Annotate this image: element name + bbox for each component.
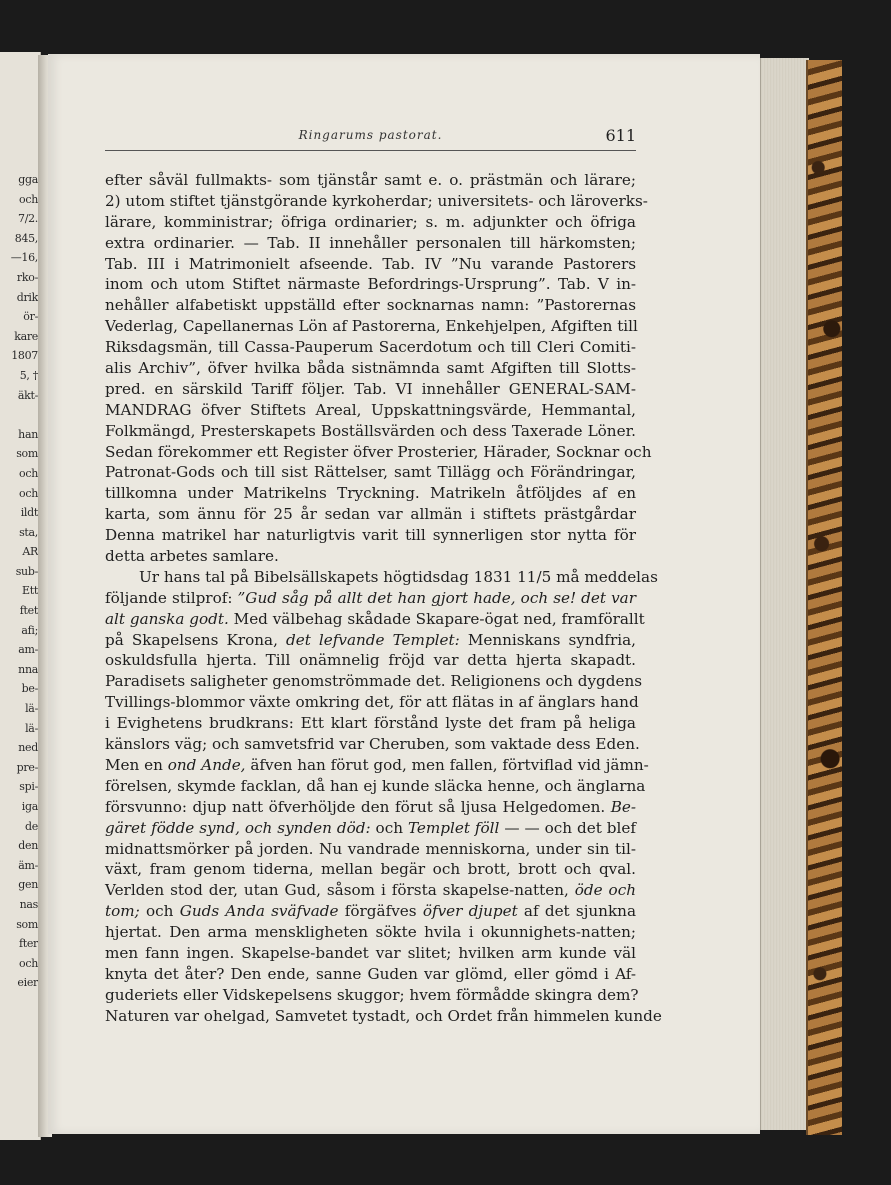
left-page-fragment: och	[19, 192, 38, 206]
page-edges	[760, 58, 809, 1130]
text-line	[105, 901, 636, 922]
left-page-fragment: ör-	[23, 310, 38, 324]
text-line: oskuldsfulla hjerta. Till onämnelig fröjd var detta hjerta skapadt.	[105, 651, 636, 670]
text-line: känslors väg; och samvetsfrid var Cheruben, som vaktade dess Eden.	[105, 735, 640, 754]
text-line: Riksdagsmän, till Cassa-Pauperum Sacerdotum och till Cleri Comiti-	[105, 338, 636, 357]
left-page-fragment: AR	[22, 545, 38, 559]
text-line: pred. en särskild Tariff följer. Tab. VI innehåller GENERAL-SAM-	[105, 379, 636, 398]
text-line: efter såväl fullmakts- som tjänstår samt e. o. prästmän och lärare;	[105, 171, 636, 189]
text-line	[105, 588, 636, 609]
left-page-fragment: och	[19, 466, 38, 480]
text-line	[105, 567, 658, 588]
text-run: och	[370, 818, 408, 837]
left-page-fragment: som	[16, 447, 38, 461]
left-page-fragment: nna	[18, 662, 38, 676]
text-line: tillkomna under Matrikelns Tryckning. Matrikeln åtföljdes af en	[105, 484, 636, 503]
text-line: extra ordinarier. — Tab. II innehåller personalen till härkomsten;	[105, 233, 636, 252]
left-page-fragment: äkt-	[17, 388, 38, 402]
text-line: Paradisets saligheter genomströmmade det. Religionens och dygdens	[105, 672, 643, 691]
text-run: förgäfves	[338, 902, 423, 921]
text-line: Folkmängd, Presterskapets Boställsvärden och dess Taxerade Löner.	[105, 421, 636, 440]
left-page-fragment: be-	[21, 682, 38, 696]
text-line	[105, 797, 636, 818]
left-page-fragment: nas	[19, 897, 38, 911]
text-line: Denna matrikel har naturligtvis varit till synnerligen stor nytta för	[105, 526, 636, 545]
left-page-fragment: lä-	[25, 721, 38, 735]
left-page-fragment: lä-	[25, 702, 38, 716]
left-page-fragment: ftet	[19, 604, 38, 618]
date-fraction: 11/5	[517, 567, 552, 586]
left-page-fragment: 1807	[11, 349, 38, 363]
left-page-fragment: sta,	[19, 525, 38, 539]
left-page-fragment: rko-	[16, 270, 38, 284]
text-run: och	[139, 902, 180, 921]
left-page-fragment: och	[19, 486, 38, 500]
left-page-fragment: fter	[18, 937, 38, 951]
italic-quote: alt ganska godt.	[105, 609, 229, 628]
page-header	[105, 122, 636, 151]
italic-quote: ”Gud såg på allt det han gjort hade, och se! det var	[237, 588, 636, 607]
text-run: Ur hans tal på Bibelsällskapets högtidsdag 1831	[139, 567, 518, 586]
text-run: Men en	[105, 755, 168, 774]
left-page-fragment: gga	[18, 173, 38, 186]
left-page-fragment: ildt	[20, 506, 38, 520]
left-page-fragment: 5, †	[19, 368, 38, 382]
text-run: följande stilprof:	[105, 588, 238, 607]
text-line: förelsen, skymde facklan, då han ej kunde släcka henne, och änglarna	[105, 776, 646, 795]
left-page-fragment: spi-	[19, 780, 38, 794]
text-line: detta arbetes samlare.	[105, 547, 279, 566]
text-run: må meddelas	[551, 567, 658, 586]
italic-phrase: gäret födde synd, och synden död:	[105, 818, 371, 837]
italic-phrase: Templet föll	[407, 818, 500, 837]
text-line: inom och utom Stiftet närmaste Befordrings-Ursprung”. Tab. V in-	[105, 275, 636, 294]
text-line	[105, 818, 636, 839]
left-page-fragment: sub-	[15, 564, 38, 578]
left-page-fragment: Ett	[22, 584, 38, 598]
left-page-fragment: 7/2.	[18, 212, 38, 226]
left-page-fragment: äm-	[18, 858, 38, 872]
text-line: men fann ingen. Skapelse-bandet var slitet; hvilken arm kunde väl	[105, 943, 636, 962]
text-line: Naturen var ohelgad, Samvetet tystadt, och Ordet från himmelen kunde	[105, 1006, 662, 1025]
text-run: på Skapelsens Krona,	[105, 630, 287, 649]
left-page-fragment: —16,	[10, 251, 38, 265]
left-page-fragment: pre-	[16, 760, 38, 774]
text-run: äfven han förut god, men fallen, förtviflad vid jämn-	[245, 755, 649, 774]
left-page-fragment: de	[25, 819, 38, 833]
text-line: midnattsmörker på jorden. Nu vandrade menniskorna, under sin til-	[105, 839, 636, 858]
left-page-fragment: iga	[21, 800, 38, 813]
text-line: i Evighetens brudkrans: Ett klart förstånd lyste det fram på heliga	[105, 714, 636, 733]
text-run: Med välbehag skådade Skapare-ögat ned, framförallt	[228, 609, 645, 628]
left-page-fragment: drik	[16, 290, 38, 304]
italic-phrase: öfver djupet	[422, 902, 518, 921]
italic-phrase: tom;	[105, 902, 140, 921]
italic-phrase: Guds Anda sväfvade	[179, 902, 339, 921]
italic-phrase: Be-	[610, 797, 636, 816]
left-page-fragment	[0, 405, 40, 425]
text-line: hjertat. Den arma menskligheten sökte hvila i okunnighets-natten;	[105, 923, 636, 942]
left-page-fragment: 845,	[14, 231, 38, 245]
text-line: Sedan förekommer ett Register öfver Prosterier, Härader, Socknar och	[105, 442, 652, 461]
text-line: Vederlag, Capellanernas Lön af Pastorerna, Enkehjelpen, Afgiften till	[105, 317, 638, 336]
left-page-fragment: som	[16, 917, 38, 931]
text-run: försvunno: djup natt öfverhöljde den förut så ljusa Helgedomen.	[105, 797, 611, 816]
left-page-fragment: den	[18, 839, 38, 853]
text-line: Tvillings-blommor växte omkring det, för att flätas in af änglars hand	[105, 693, 639, 712]
text-run: Verlden stod der, utan Gud, såsom i första skapelse-natten,	[105, 881, 575, 900]
text-line: alis Archiv”, öfver hvilka båda sistnämnda samt Afgiften till Slotts-	[105, 359, 636, 378]
text-run: af det sjunkna	[517, 902, 637, 921]
text-line: växt, fram genom tiderna, mellan begär och brott, brott och qval.	[105, 860, 636, 879]
left-page-fragment: eier	[17, 976, 38, 990]
text-run: — — och det blef	[499, 818, 636, 837]
text-line: MANDRAG öfver Stiftets Areal, Uppskattningsvärde, Hemmantal,	[105, 400, 636, 419]
text-line: guderiets eller Vidskepelsens skuggor; hvem förmådde skingra dem?	[105, 985, 639, 1004]
left-page-fragment: afi;	[21, 623, 38, 637]
left-page-fragment: ned	[18, 741, 38, 755]
left-page-text-fragments	[0, 170, 40, 993]
text-line: karta, som ännu för 25 år sedan var allmän i stiftets prästgårdar	[105, 505, 636, 524]
text-line: Tab. III i Matrimonielt afseende. Tab. IV ”Nu varande Pastorers	[105, 254, 636, 273]
running-title: Ringarums pastorat.	[298, 128, 443, 142]
page-number: 611	[605, 126, 636, 145]
marbled-cover	[806, 60, 842, 1135]
text-line	[105, 609, 645, 630]
text-line: 2) utom stiftet tjänstgörande kyrkoherdar; universitets- och läroverks-	[105, 191, 648, 210]
text-line	[105, 630, 636, 651]
text-line: Patronat-Gods och till sist Rättelser, samt Tillägg och Förändringar,	[105, 463, 636, 482]
text-line	[105, 755, 649, 776]
left-page-fragment: och	[19, 956, 38, 970]
left-page-edge	[0, 52, 41, 1140]
italic-phrase: öde och	[574, 881, 636, 900]
left-page-fragment: gen	[18, 878, 38, 892]
body-text	[105, 170, 662, 1027]
left-page-fragment: kare	[14, 329, 38, 343]
text-line	[105, 880, 636, 901]
left-page-fragment: am-	[18, 643, 38, 657]
italic-phrase: ond Ande,	[167, 755, 246, 774]
text-run: Menniskans syndfria,	[459, 630, 636, 649]
left-page-fragment: han	[18, 427, 38, 441]
text-line: nehåller alfabetiskt uppställd efter socknarnas namn: ”Pastorernas	[105, 296, 636, 315]
text-line: lärare, komministrar; öfriga ordinarier; s. m. adjunkter och öfriga	[105, 212, 636, 231]
text-line: knyta det åter? Den ende, sanne Guden var glömd, eller gömd i Af-	[105, 964, 636, 983]
italic-phrase: det lefvande Templet:	[286, 630, 460, 649]
